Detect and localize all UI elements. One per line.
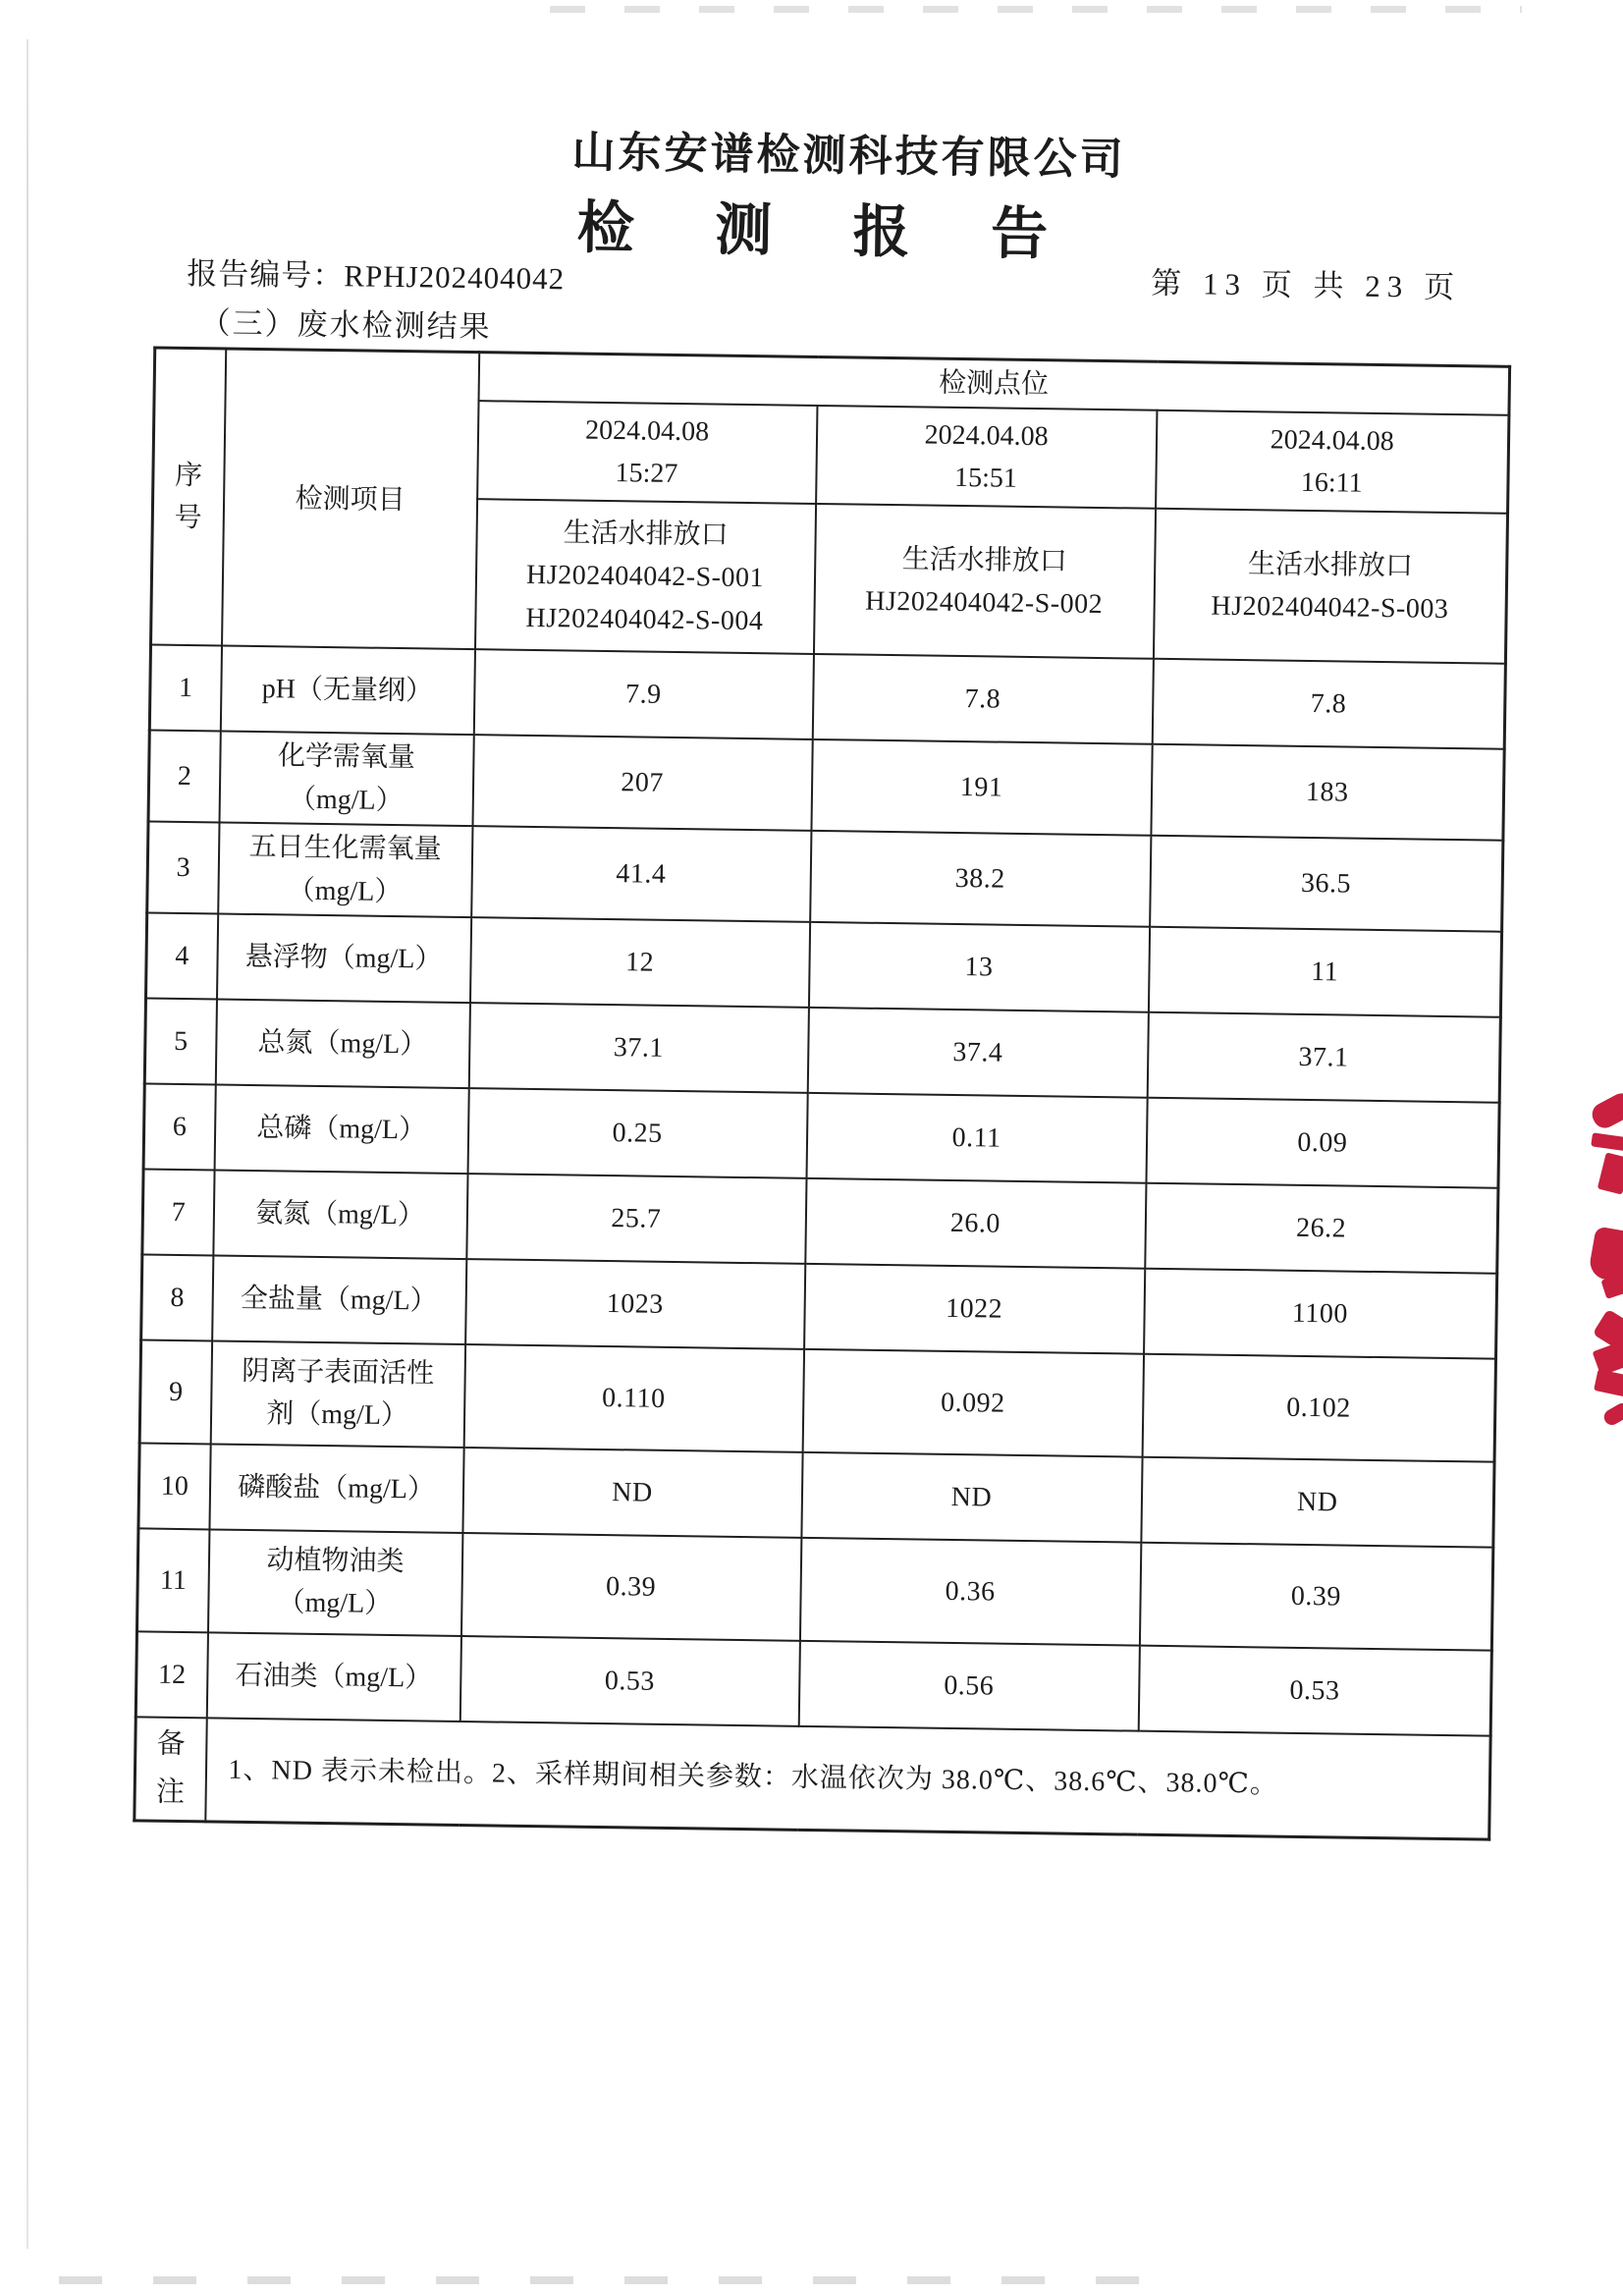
row-value: 37.1 — [468, 1003, 808, 1093]
sample-datetime — [1156, 410, 1509, 514]
row-no: 12 — [135, 1631, 207, 1718]
row-no: 2 — [148, 731, 220, 823]
row-value: 7.8 — [1152, 659, 1505, 749]
row-value: 11 — [1148, 927, 1501, 1017]
row-value: 183 — [1151, 744, 1504, 841]
sample-point — [1153, 509, 1507, 664]
row-no: 7 — [142, 1169, 214, 1255]
note-label: 备 注 — [135, 1717, 206, 1821]
row-value: 1023 — [465, 1259, 805, 1349]
row-item: 阴离子表面活性 剂（mg/L） — [210, 1340, 464, 1448]
report-number-label: 报告编号： — [187, 255, 345, 294]
sample-id: HJ202404042-S-001 — [525, 560, 765, 594]
row-no: 3 — [147, 822, 219, 914]
row-item: 氨氮（mg/L） — [213, 1170, 467, 1259]
row-value: 1022 — [804, 1264, 1145, 1354]
report-number-value: RPHJ202404042 — [344, 258, 566, 297]
row-no: 6 — [143, 1083, 215, 1170]
sample-site: 生活水排放口 — [1247, 548, 1414, 581]
sample-time: 15:51 — [953, 463, 1018, 495]
row-item: 磷酸盐（mg/L） — [209, 1444, 463, 1533]
sample-id: HJ202404042-S-004 — [525, 602, 764, 636]
page-number: 第 13 页 共 23 页 — [1151, 265, 1462, 305]
row-no: 5 — [144, 998, 216, 1084]
sample-point — [474, 500, 815, 655]
sample-point — [813, 504, 1155, 659]
results-table — [133, 347, 1511, 1841]
row-value: 207 — [472, 735, 812, 831]
row-value: 37.4 — [807, 1008, 1148, 1098]
row-value: 13 — [808, 922, 1149, 1012]
row-value: 0.53 — [1138, 1646, 1491, 1736]
sample-date: 2024.04.08 — [584, 414, 710, 448]
row-item: 五日生化需氧量 （mg/L） — [218, 823, 472, 917]
row-value: ND — [1141, 1457, 1494, 1548]
table-row — [136, 1528, 1492, 1650]
row-value: 36.5 — [1150, 836, 1503, 932]
sample-id: HJ202404042-S-003 — [1211, 590, 1449, 625]
row-item: 总磷（mg/L） — [214, 1084, 468, 1174]
row-no: 8 — [141, 1254, 213, 1340]
table-row — [139, 1339, 1495, 1461]
row-value: 41.4 — [471, 826, 811, 922]
row-value: 0.110 — [463, 1344, 803, 1452]
row-value: 7.8 — [812, 654, 1153, 744]
row-item: 石油类（mg/L） — [206, 1632, 460, 1722]
row-value: 1100 — [1144, 1269, 1497, 1359]
sample-site: 生活水排放口 — [901, 543, 1068, 577]
row-no: 9 — [139, 1339, 211, 1444]
note-text: 1、ND 表示未检出。2、采样期间相关参数：水温依次为 38.0℃、38.6℃、38.0℃。 — [205, 1718, 1490, 1838]
header-monitoring-points: 检测点位 — [478, 353, 1510, 416]
row-no: 1 — [149, 645, 221, 732]
row-no: 10 — [138, 1443, 210, 1529]
sample-date: 2024.04.08 — [1270, 424, 1395, 458]
company-name: 山东安谱检测科技有限公司 — [571, 128, 1126, 185]
row-item: 全盐量（mg/L） — [212, 1255, 466, 1344]
sample-datetime — [477, 402, 817, 505]
row-value: 26.2 — [1145, 1183, 1498, 1274]
header-test-item: 检测项目 — [222, 349, 479, 649]
row-item: 悬浮物（mg/L） — [216, 913, 470, 1003]
row-value: 0.092 — [802, 1349, 1143, 1457]
row-value: 25.7 — [466, 1174, 806, 1264]
report-number-line — [187, 248, 565, 298]
row-value: 7.9 — [473, 650, 813, 740]
sample-date: 2024.04.08 — [924, 419, 1049, 453]
row-value: 26.0 — [805, 1178, 1146, 1269]
row-item: 总氮（mg/L） — [215, 999, 469, 1088]
row-value: ND — [801, 1452, 1142, 1543]
header-seq-no: 序 号 — [151, 348, 226, 646]
row-value: 0.39 — [460, 1533, 800, 1641]
sample-datetime — [816, 406, 1157, 509]
row-value: 191 — [811, 739, 1152, 836]
row-item: 动植物油类 （mg/L） — [207, 1529, 461, 1636]
sample-time: 15:27 — [615, 458, 678, 490]
row-item: pH（无量纲） — [220, 646, 474, 736]
row-value: 0.25 — [467, 1088, 807, 1178]
row-value: 12 — [469, 917, 809, 1008]
row-value: 0.102 — [1142, 1354, 1495, 1462]
row-no: 11 — [136, 1528, 208, 1632]
row-value: 37.1 — [1147, 1012, 1500, 1103]
row-value: 0.09 — [1146, 1098, 1499, 1188]
section-title: （三）废水检测结果 — [199, 305, 492, 345]
row-value: 0.39 — [1139, 1543, 1492, 1651]
sample-time: 16:11 — [1300, 467, 1363, 500]
row-value: 38.2 — [810, 831, 1151, 927]
row-value: 0.36 — [799, 1538, 1140, 1646]
report-title: 检 测 报 告 — [576, 195, 1082, 267]
sample-id: HJ202404042-S-002 — [865, 585, 1104, 620]
row-value: 0.53 — [460, 1636, 799, 1726]
sample-site: 生活水排放口 — [563, 518, 729, 551]
row-value: 0.11 — [806, 1093, 1147, 1183]
row-value: ND — [462, 1448, 802, 1538]
row-item: 化学需氧量 （mg/L） — [219, 732, 473, 826]
row-no: 4 — [145, 912, 217, 999]
row-value: 0.56 — [798, 1641, 1139, 1731]
